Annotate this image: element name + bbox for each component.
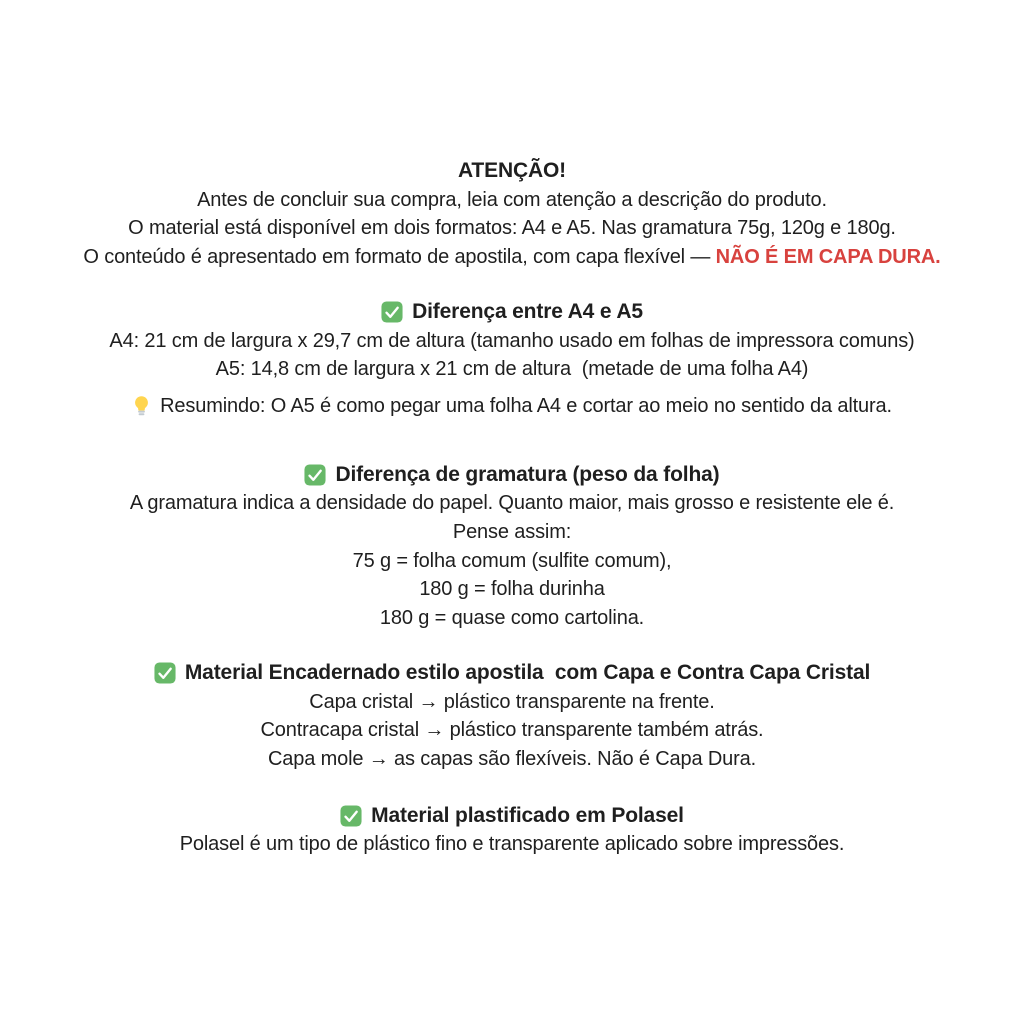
gramatura-75g-line: 75 g = folha comum (sulfite comum), <box>352 549 672 572</box>
section-a4-a5-heading <box>0 298 1024 327</box>
gramatura-desc-line: A gramatura indica a densidade do papel. Quanto maior, mais grosso e resistente ele é. <box>129 492 895 515</box>
section-encadernado <box>0 659 1024 774</box>
a5-tip-line <box>0 392 1024 421</box>
polasel-desc-line: Polasel é um tipo de plástico fino e transparente aplicado sobre impressões. <box>179 833 845 856</box>
check-icon <box>154 662 176 684</box>
gramatura-cartolina-line: 180 g = quase como cartolina. <box>379 607 645 630</box>
intro-line-2: O material está disponível em dois formatos: A4 e A5. Nas gramatura 75g, 120g e 180g. <box>128 217 896 240</box>
section-a4-a5 <box>0 298 1024 421</box>
capa-mole-line: Capa mole → as capas são flexíveis. Não é Capa Dura. <box>267 747 756 770</box>
a5-size-line: A5: 14,8 cm de largura x 21 cm de altura (metade de uma folha A4) <box>215 358 809 381</box>
intro-line-3 <box>0 243 1024 272</box>
intro-line-3-text: O conteúdo é apresentado em formato de apostila, com capa flexível — <box>83 246 716 269</box>
section-polasel-heading-text: Material plastificado em Polasel <box>371 803 684 827</box>
section-gramatura-heading-text: Diferença de gramatura (peso da folha) <box>335 462 720 486</box>
check-icon <box>381 301 403 323</box>
section-polasel-heading <box>0 802 1024 831</box>
contracapa-cristal-line: Contracapa cristal → plástico transparente também atrás. <box>260 719 764 742</box>
check-icon <box>340 805 362 827</box>
intro-block <box>0 157 1024 272</box>
section-gramatura <box>0 461 1024 633</box>
check-icon <box>304 464 326 486</box>
lightbulb-icon <box>132 395 151 417</box>
capa-cristal-line: Capa cristal → plástico transparente na frente. <box>309 690 715 713</box>
gramatura-180g-line: 180 g = folha durinha <box>419 578 605 601</box>
page-title: ATENÇÃO! <box>457 159 567 182</box>
section-gramatura-heading <box>0 461 1024 490</box>
capa-dura-warning: NÃO É EM CAPA DURA. <box>715 246 941 269</box>
a4-size-line: A4: 21 cm de largura x 29,7 cm de altura (tamanho usado em folhas de impressora comuns) <box>109 329 915 352</box>
section-encadernado-heading <box>0 659 1024 688</box>
a5-tip-text: Resumindo: O A5 é como pegar uma folha A4 e cortar ao meio no sentido da altura. <box>160 394 892 417</box>
gramatura-pense-line: Pense assim: <box>452 521 572 544</box>
section-encadernado-heading-text: Material Encadernado estilo apostila com Capa e Contra Capa Cristal <box>184 660 871 684</box>
section-a4-a5-heading-text: Diferença entre A4 e A5 <box>412 299 643 323</box>
intro-line-1: Antes de concluir sua compra, leia com atenção a descrição do produto. <box>197 188 827 211</box>
section-polasel <box>0 802 1024 859</box>
